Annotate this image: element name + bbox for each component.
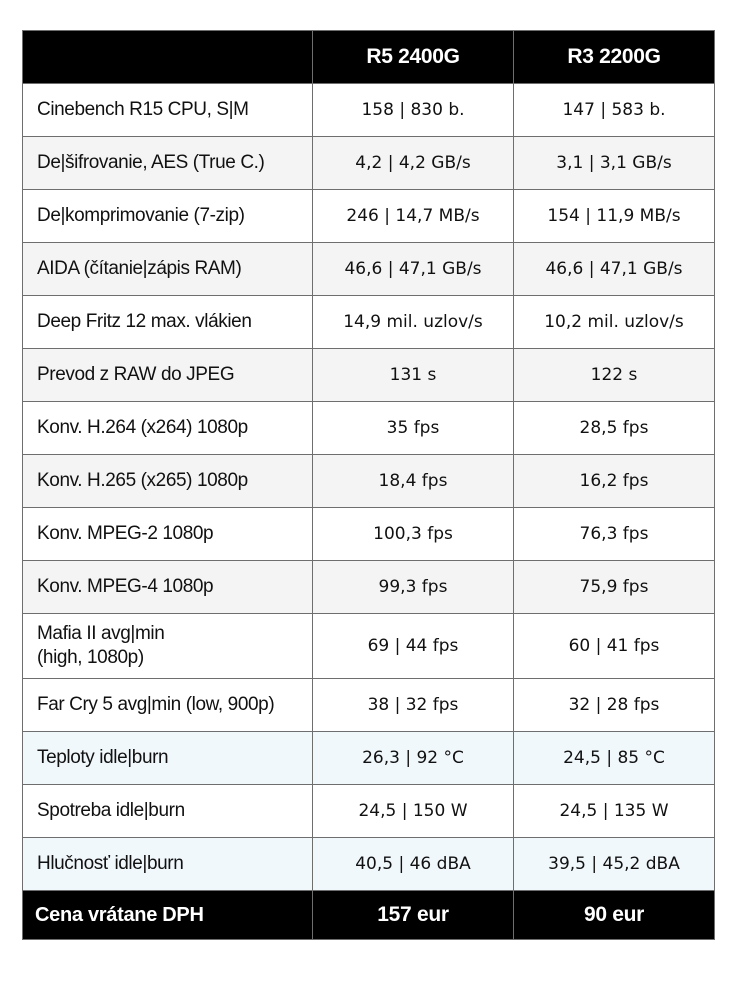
table-row [23,190,715,243]
table-row [23,349,715,402]
value-r5-2400g: 35 fps [313,402,514,455]
table-row [23,785,715,838]
value-r3-2200g: 46,6 | 47,1 GB/s [514,243,715,296]
table-body [23,84,715,891]
value-r5-2400g: 246 | 14,7 MB/s [313,190,514,243]
header-label-cell [23,31,313,84]
value-r5-2400g: 14,9 mil. uzlov/s [313,296,514,349]
value-r3-2200g: 76,3 fps [514,508,715,561]
table-row [23,679,715,732]
table-row [23,732,715,785]
value-r5-2400g: 38 | 32 fps [313,679,514,732]
value-r5-2400g: 4,2 | 4,2 GB/s [313,137,514,190]
table-row [23,508,715,561]
row-label: Hlučnosť idle|burn [23,838,313,891]
row-label: De|komprimovanie (7-zip) [23,190,313,243]
value-r5-2400g: 158 | 830 b. [313,84,514,137]
table-row [23,296,715,349]
row-label: Cinebench R15 CPU, S|M [23,84,313,137]
value-r5-2400g: 99,3 fps [313,561,514,614]
row-label: AIDA (čítanie|zápis RAM) [23,243,313,296]
value-r3-2200g: 10,2 mil. uzlov/s [514,296,715,349]
value-r5-2400g: 40,5 | 46 dBA [313,838,514,891]
value-r3-2200g: 16,2 fps [514,455,715,508]
row-label: Konv. H.264 (x264) 1080p [23,402,313,455]
table-row [23,137,715,190]
value-r5-2400g: 24,5 | 150 W [313,785,514,838]
table-row [23,561,715,614]
value-r3-2200g: 24,5 | 135 W [514,785,715,838]
row-label: Deep Fritz 12 max. vlákien [23,296,313,349]
table-row [23,455,715,508]
row-label: Far Cry 5 avg|min (low, 900p) [23,679,313,732]
table-row [23,402,715,455]
row-label: De|šifrovanie, AES (True C.) [23,137,313,190]
price-row [23,891,715,940]
value-r5-2400g: 131 s [313,349,514,402]
price-r3-2200g: 90 eur [514,891,715,940]
table-row [23,838,715,891]
value-r3-2200g: 39,5 | 45,2 dBA [514,838,715,891]
row-label: Konv. H.265 (x265) 1080p [23,455,313,508]
value-r5-2400g: 46,6 | 47,1 GB/s [313,243,514,296]
value-r3-2200g: 147 | 583 b. [514,84,715,137]
row-label: Konv. MPEG-4 1080p [23,561,313,614]
row-label: Mafia II avg|min (high, 1080p) [23,614,313,679]
row-label: Teploty idle|burn [23,732,313,785]
header-r3-2200g: R3 2200G [514,31,715,84]
value-r3-2200g: 60 | 41 fps [514,614,715,679]
table-row [23,614,715,679]
comparison-table [22,30,715,940]
price-label: Cena vrátane DPH [23,891,313,940]
header-r5-2400g: R5 2400G [313,31,514,84]
value-r3-2200g: 32 | 28 fps [514,679,715,732]
header-row [23,31,715,84]
value-r3-2200g: 3,1 | 3,1 GB/s [514,137,715,190]
value-r5-2400g: 18,4 fps [313,455,514,508]
price-r5-2400g: 157 eur [313,891,514,940]
table-row [23,243,715,296]
value-r3-2200g: 24,5 | 85 °C [514,732,715,785]
value-r3-2200g: 75,9 fps [514,561,715,614]
value-r5-2400g: 100,3 fps [313,508,514,561]
row-label: Spotreba idle|burn [23,785,313,838]
value-r5-2400g: 69 | 44 fps [313,614,514,679]
table-row [23,84,715,137]
value-r3-2200g: 28,5 fps [514,402,715,455]
value-r3-2200g: 154 | 11,9 MB/s [514,190,715,243]
value-r5-2400g: 26,3 | 92 °C [313,732,514,785]
row-label: Konv. MPEG-2 1080p [23,508,313,561]
value-r3-2200g: 122 s [514,349,715,402]
row-label: Prevod z RAW do JPEG [23,349,313,402]
